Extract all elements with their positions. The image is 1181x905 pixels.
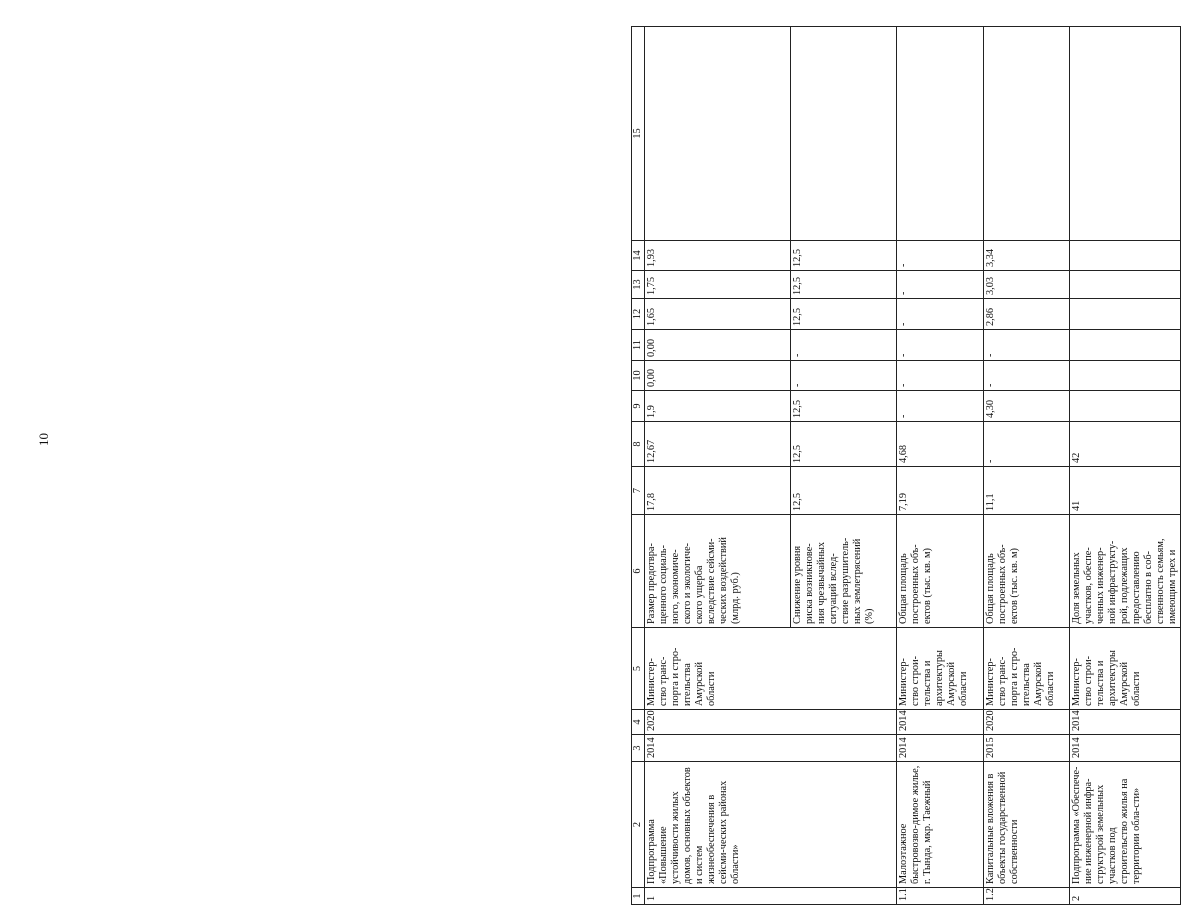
- value-cell: [1070, 241, 1181, 271]
- value-cell: -: [897, 391, 984, 422]
- value-cell: [1070, 391, 1181, 422]
- executor: Министер- ство транс- порта и стро- ительства Амурской области: [984, 628, 1070, 710]
- end-year: 2020: [984, 710, 1070, 735]
- value-cell: -: [791, 361, 897, 391]
- value-cell: 17,8: [645, 467, 791, 515]
- header-cell: 14: [632, 241, 645, 271]
- row-number: 2: [1070, 888, 1181, 905]
- indicator: Общая площадь построенных объ- ектов (тыс. кв. м): [984, 515, 1070, 628]
- value-cell: -: [897, 361, 984, 391]
- header-cell: 6: [632, 515, 645, 628]
- program-name: Капитальные вложения в объекты государственной собственности: [984, 762, 1070, 888]
- value-cell: 12,5: [791, 422, 897, 467]
- value-cell: 2,86: [984, 299, 1070, 330]
- value-cell: 7,19: [897, 467, 984, 515]
- header-cell: 2: [632, 762, 645, 888]
- header-cell: 1: [632, 888, 645, 905]
- indicator: Размер предотвра- щенного социаль- ного, экономиче- ского и экологиче- ского ущерба вследствие сейсми- ческих воздействий (млрд. руб.): [645, 515, 791, 628]
- indicator: Доля земельных участков, обеспе- ченных инженер- ной инфраструкту- рой, подлежащих предоставлению бесплатно в соб- ственность семьям, имеющим трех и: [1070, 515, 1181, 628]
- value-cell: 12,5: [791, 391, 897, 422]
- start-year: 2014: [897, 735, 984, 762]
- header-cell: 13: [632, 271, 645, 299]
- header-cell: 7: [632, 467, 645, 515]
- value-cell: 41: [1070, 467, 1181, 515]
- value-cell: 12,5: [791, 241, 897, 271]
- executor: Министер- ство строи- тельства и архитектуры Амурской области: [1070, 628, 1181, 710]
- value-cell: -: [984, 330, 1070, 361]
- value-cell: 1,65: [645, 299, 791, 330]
- value-cell: -: [984, 422, 1070, 467]
- header-cell: 8: [632, 422, 645, 467]
- value-cell: 4,30: [984, 391, 1070, 422]
- start-year: 2015: [984, 735, 1070, 762]
- value-cell: [1070, 27, 1181, 241]
- value-cell: 12,5: [791, 271, 897, 299]
- rotated-table-inner: [631, 27, 1181, 905]
- table-row: [1070, 27, 1181, 905]
- page-number: 10: [36, 433, 51, 446]
- value-cell: -: [984, 361, 1070, 391]
- value-cell: 11,1: [984, 467, 1070, 515]
- value-cell: [1070, 299, 1181, 330]
- header-cell: 12: [632, 299, 645, 330]
- header-cell: 3: [632, 735, 645, 762]
- executor: Министер- ство строи- тельства и архитектуры Амурской области: [897, 628, 984, 710]
- program-name: Подпрограмма «Обеспече-ние инженерной инфра-структурой земельных участков под строительство жилья на территории обла-сти»: [1070, 762, 1181, 888]
- program-name: Малоэтажное быстровозво-димое жилье, г. Тында, мкр. Таежный: [897, 762, 984, 888]
- value-cell: 3,03: [984, 271, 1070, 299]
- header-cell: 4: [632, 710, 645, 735]
- header-cell: 15: [632, 27, 645, 241]
- value-cell: 1,9: [645, 391, 791, 422]
- value-cell: [645, 27, 791, 241]
- value-cell: 3,34: [984, 241, 1070, 271]
- value-cell: [1070, 330, 1181, 361]
- start-year: 2014: [645, 735, 897, 762]
- end-year: 2020: [645, 710, 897, 735]
- value-cell: 1,75: [645, 271, 791, 299]
- value-cell: -: [897, 299, 984, 330]
- header-cell: 9: [632, 391, 645, 422]
- executor: Министер- ство транс- порта и стро- ительства Амурской области: [645, 628, 897, 710]
- end-year: 2014: [1070, 710, 1181, 735]
- value-cell: [791, 27, 897, 241]
- header-cell: 10: [632, 361, 645, 391]
- indicator: Снижение уровня риска возникнове- ния чрезвычайных ситуаций вслед- ствие разрушитель- ных землетрясений (%): [791, 515, 897, 628]
- value-cell: 0,00: [645, 330, 791, 361]
- table-row: [897, 27, 984, 905]
- value-cell: [897, 27, 984, 241]
- value-cell: -: [791, 330, 897, 361]
- end-year: 2014: [897, 710, 984, 735]
- value-cell: 12,67: [645, 422, 791, 467]
- value-cell: -: [897, 271, 984, 299]
- table-row: [984, 27, 1070, 905]
- row-number: 1: [645, 888, 897, 905]
- value-cell: [984, 27, 1070, 241]
- value-cell: 42: [1070, 422, 1181, 467]
- value-cell: [1070, 271, 1181, 299]
- value-cell: -: [897, 330, 984, 361]
- indicators-table: [631, 26, 1181, 905]
- header-cell: 11: [632, 330, 645, 361]
- table-row: [645, 27, 791, 905]
- start-year: 2014: [1070, 735, 1181, 762]
- value-cell: -: [897, 241, 984, 271]
- value-cell: 12,5: [791, 467, 897, 515]
- value-cell: 1,93: [645, 241, 791, 271]
- value-cell: 12,5: [791, 299, 897, 330]
- header-row: [632, 27, 645, 905]
- row-number: 1.1: [897, 888, 984, 905]
- value-cell: 0,00: [645, 361, 791, 391]
- value-cell: 4,68: [897, 422, 984, 467]
- program-name: Подпрограмма «Повышение устойчивости жилых домов, основных объектов и систем жизнеобеспечения в сейсми-ческих районах области»: [645, 762, 897, 888]
- value-cell: [1070, 361, 1181, 391]
- indicator: Общая площадь построенных объ- ектов (тыс. кв. м): [897, 515, 984, 628]
- header-cell: 5: [632, 628, 645, 710]
- row-number: 1.2: [984, 888, 1070, 905]
